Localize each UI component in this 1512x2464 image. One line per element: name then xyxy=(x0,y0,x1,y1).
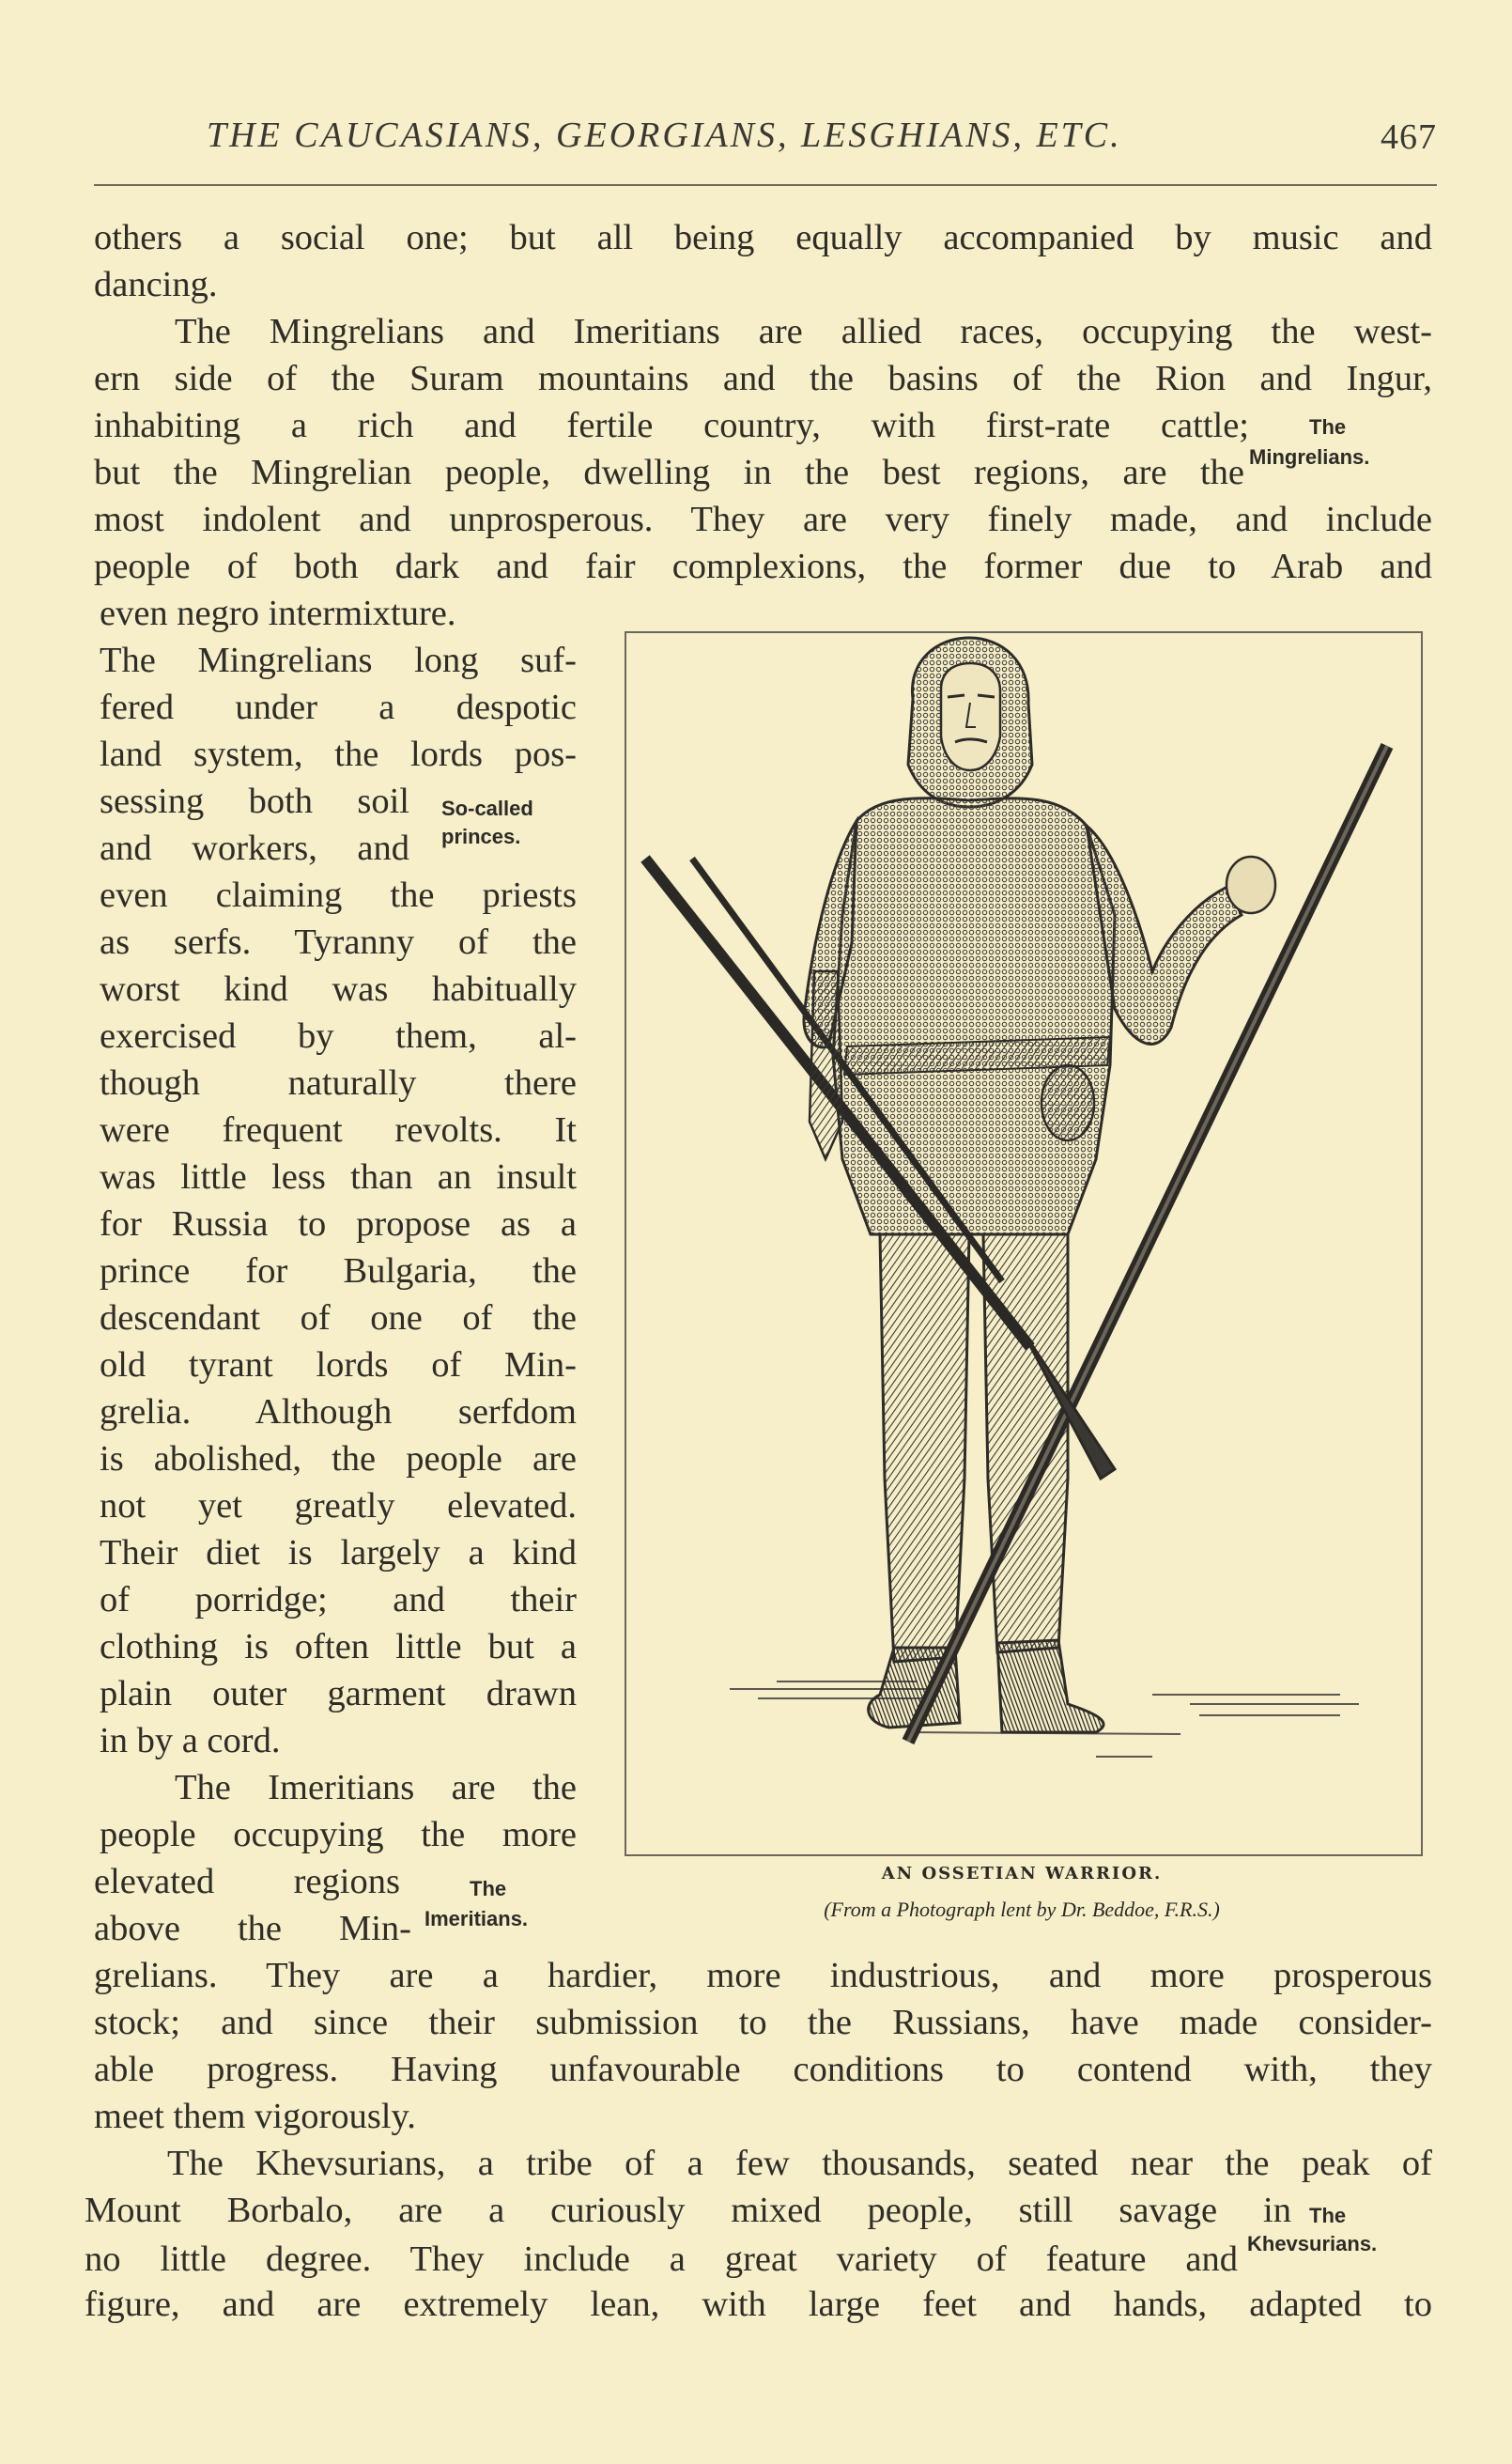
text-line: but the Mingrelian people, dwelling in the best regions, are the xyxy=(94,453,1244,492)
text-line: The Imeritians are the xyxy=(175,1768,577,1807)
text-line: ern side of the Suram mountains and the basins of the Rion and Ingur, xyxy=(94,359,1432,398)
text-line: was little less than an insult xyxy=(100,1157,577,1197)
side-note: The xyxy=(470,1877,507,1900)
text-line: above the Min- xyxy=(94,1909,411,1948)
text-line: people of both dark and fair complexions, the former due to Arab and xyxy=(94,547,1432,586)
side-note: The xyxy=(1309,2204,1347,2227)
text-line: people occupying the more xyxy=(100,1815,577,1854)
text-line: The Mingrelians long suf- xyxy=(100,641,577,680)
text-line: as serfs. Tyranny of the xyxy=(100,922,577,962)
text-line: figure, and are extremely lean, with large feet and hands, adapted to xyxy=(85,2285,1432,2324)
side-note: princes. xyxy=(441,825,521,848)
text-line: Their diet is largely a kind xyxy=(100,1533,577,1573)
text-line: exercised by them, al- xyxy=(100,1016,577,1056)
side-note: The xyxy=(1309,415,1347,439)
text-line: land system, the lords pos- xyxy=(100,735,577,774)
text-line: even negro intermixture. xyxy=(100,594,456,633)
ossetian-warrior-engraving xyxy=(626,633,1421,1854)
text-line: inhabiting a rich and fertile country, with first-rate cattle; xyxy=(94,406,1249,445)
text-line: The Khevsurians, a tribe of a few thousands, seated near the peak of xyxy=(167,2144,1432,2183)
text-line: fered under a despotic xyxy=(100,688,577,727)
figure-caption-source: (From a Photograph lent by Dr. Beddoe, F.R.S.) xyxy=(824,1898,1220,1921)
text-line: descendant of one of the xyxy=(100,1298,577,1338)
figure-caption-title: AN OSSETIAN WARRIOR. xyxy=(881,1864,1163,1883)
side-note: Mingrelians. xyxy=(1249,445,1370,469)
header-rule xyxy=(94,184,1437,186)
text-line: grelians. They are a hardier, more industrious, and more prosperous xyxy=(94,1956,1432,1995)
text-line: dancing. xyxy=(94,265,218,304)
text-line: Mount Borbalo, are a curiously mixed people, still savage in xyxy=(85,2191,1291,2230)
text-line: in by a cord. xyxy=(100,1721,281,1760)
text-line: even claiming the priests xyxy=(100,876,577,915)
side-note: Khevsurians. xyxy=(1247,2232,1378,2255)
running-title: THE CAUCASIANS, GEORGIANS, LESGHIANS, ETC. xyxy=(207,116,1122,155)
text-line: prince for Bulgaria, the xyxy=(100,1251,577,1291)
text-line: though naturally there xyxy=(100,1063,577,1103)
text-line: The Mingrelians and Imeritians are allied races, occupying the west- xyxy=(175,312,1432,351)
text-line: of porridge; and their xyxy=(100,1580,577,1619)
text-line: plain outer garment drawn xyxy=(100,1674,577,1713)
side-note: Imeritians. xyxy=(424,1907,529,1930)
text-line: most indolent and unprosperous. They are very finely made, and include xyxy=(94,500,1432,539)
side-note: So-called xyxy=(441,797,533,820)
text-line: no little degree. They include a great variety of feature and xyxy=(85,2239,1238,2279)
text-line: is abolished, the people are xyxy=(100,1439,577,1479)
text-line: worst kind was habitually xyxy=(100,969,577,1009)
text-line: old tyrant lords of Min- xyxy=(100,1345,577,1385)
page-number: 467 xyxy=(1381,117,1437,157)
text-line: others a social one; but all being equally accompanied by music and xyxy=(94,218,1432,257)
text-line: were frequent revolts. It xyxy=(100,1110,577,1150)
text-line: elevated regions xyxy=(94,1862,400,1901)
text-line: stock; and since their submission to the Russians, have made consider- xyxy=(94,2003,1432,2042)
text-line: sessing both soil xyxy=(100,782,409,821)
text-line: clothing is often little but a xyxy=(100,1627,577,1666)
running-header xyxy=(207,115,1437,171)
text-line: able progress. Having unfavourable conditions to contend with, they xyxy=(94,2050,1432,2089)
text-line: meet them vigorously. xyxy=(94,2097,416,2136)
text-line: and workers, and xyxy=(100,829,409,868)
text-line: grelia. Although serfdom xyxy=(100,1392,577,1432)
text-line: for Russia to propose as a xyxy=(100,1204,577,1244)
text-line: not yet greatly elevated. xyxy=(100,1486,577,1526)
